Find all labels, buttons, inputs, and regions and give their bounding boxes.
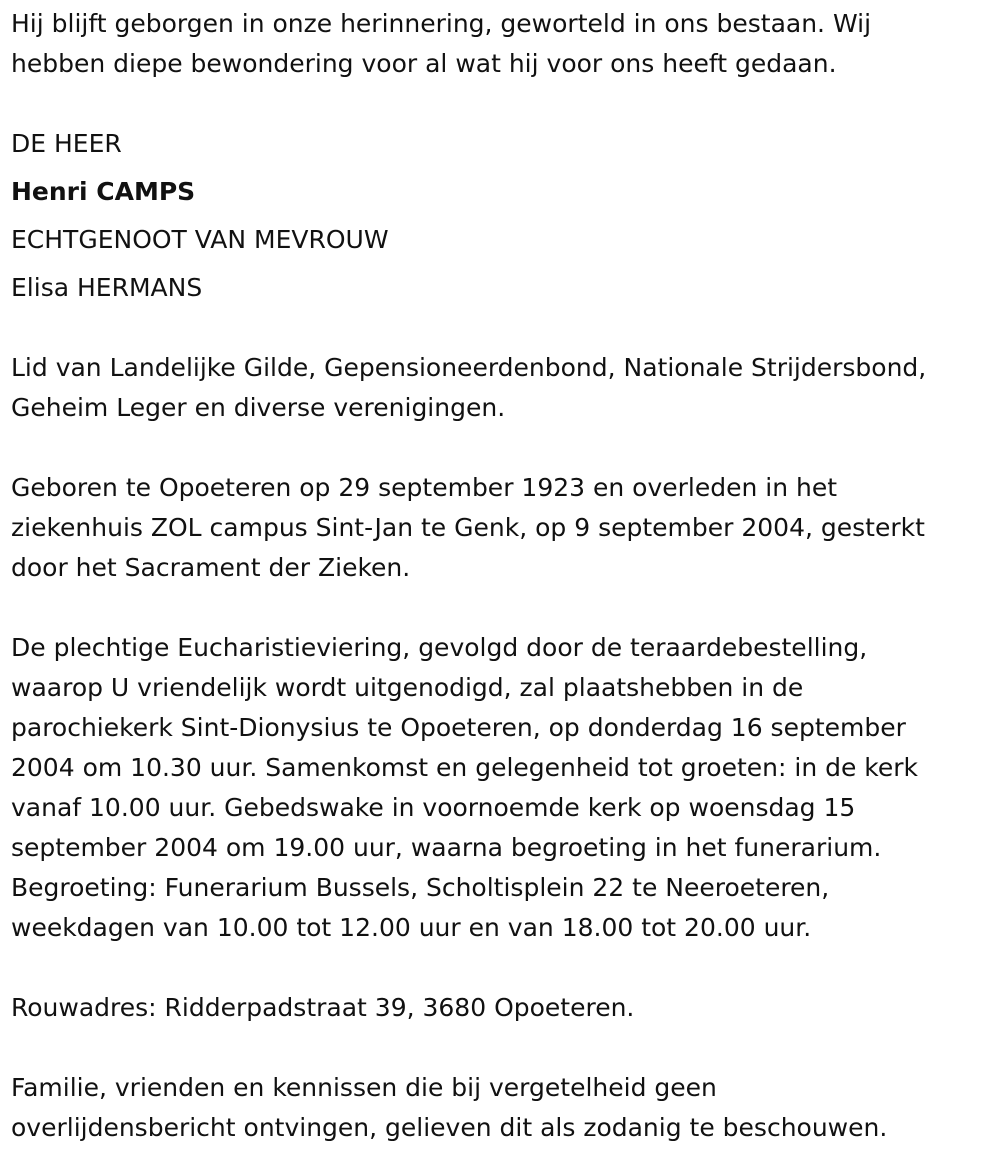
membership-line: Lid van Landelijke Gilde, Gepensioneerdenbond, Nationale Strijdersbond, — [11, 353, 927, 382]
birth-death-line: Geboren te Opoeteren op 29 september 1923 en overleden in het — [11, 473, 838, 502]
intro-paragraph — [11, 4, 996, 84]
deceased-block — [11, 124, 996, 308]
spacer — [11, 588, 996, 628]
closing-line: Familie, vrienden en kennissen die bij vergetelheid geen — [11, 1073, 717, 1102]
ceremony-paragraph — [11, 628, 996, 948]
death-notice — [11, 4, 996, 1148]
birth-death-line: door het Sacrament der Zieken. — [11, 553, 411, 582]
ceremony-line: weekdagen van 10.00 tot 12.00 uur en van 18.00 tot 20.00 uur. — [11, 913, 812, 942]
ceremony-line: 2004 om 10.30 uur. Samenkomst en gelegenheid tot groeten: in de kerk — [11, 753, 919, 782]
spouse-name: Elisa HERMANS — [11, 273, 203, 302]
deceased-name: Henri CAMPS — [11, 177, 196, 206]
ceremony-line: vanaf 10.00 uur. Gebedswake in voornoemde kerk op woensdag 15 — [11, 793, 856, 822]
ceremony-line: waarop U vriendelijk wordt uitgenodigd, zal plaatshebben in de — [11, 673, 804, 702]
spouse-title: ECHTGENOOT VAN MEVROUW — [11, 225, 389, 254]
ceremony-line: september 2004 om 19.00 uur, waarna begroeting in het funerarium. — [11, 833, 882, 862]
honorific: DE HEER — [11, 129, 122, 158]
spacer — [11, 308, 996, 348]
birth-death-paragraph — [11, 468, 996, 588]
spacer — [11, 84, 996, 124]
spacer — [11, 1028, 996, 1068]
membership-line: Geheim Leger en diverse verenigingen. — [11, 393, 506, 422]
mourning-address: Rouwadres: Ridderpadstraat 39, 3680 Opoeteren. — [11, 993, 635, 1022]
spacer — [11, 948, 996, 988]
intro-line: hebben diepe bewondering voor al wat hij voor ons heeft gedaan. — [11, 49, 837, 78]
closing-paragraph — [11, 1068, 996, 1148]
intro-line: Hij blijft geborgen in onze herinnering, geworteld in ons bestaan. Wij — [11, 9, 872, 38]
membership-paragraph — [11, 348, 996, 428]
spacer — [11, 428, 996, 468]
ceremony-line: Begroeting: Funerarium Bussels, Scholtisplein 22 te Neeroeteren, — [11, 873, 830, 902]
ceremony-line: De plechtige Eucharistieviering, gevolgd door de teraardebestelling, — [11, 633, 868, 662]
closing-line: overlijdensbericht ontvingen, gelieven dit als zodanig te beschouwen. — [11, 1113, 888, 1142]
ceremony-line: parochiekerk Sint-Dionysius te Opoeteren, op donderdag 16 september — [11, 713, 906, 742]
birth-death-line: ziekenhuis ZOL campus Sint-Jan te Genk, op 9 september 2004, gesterkt — [11, 513, 925, 542]
